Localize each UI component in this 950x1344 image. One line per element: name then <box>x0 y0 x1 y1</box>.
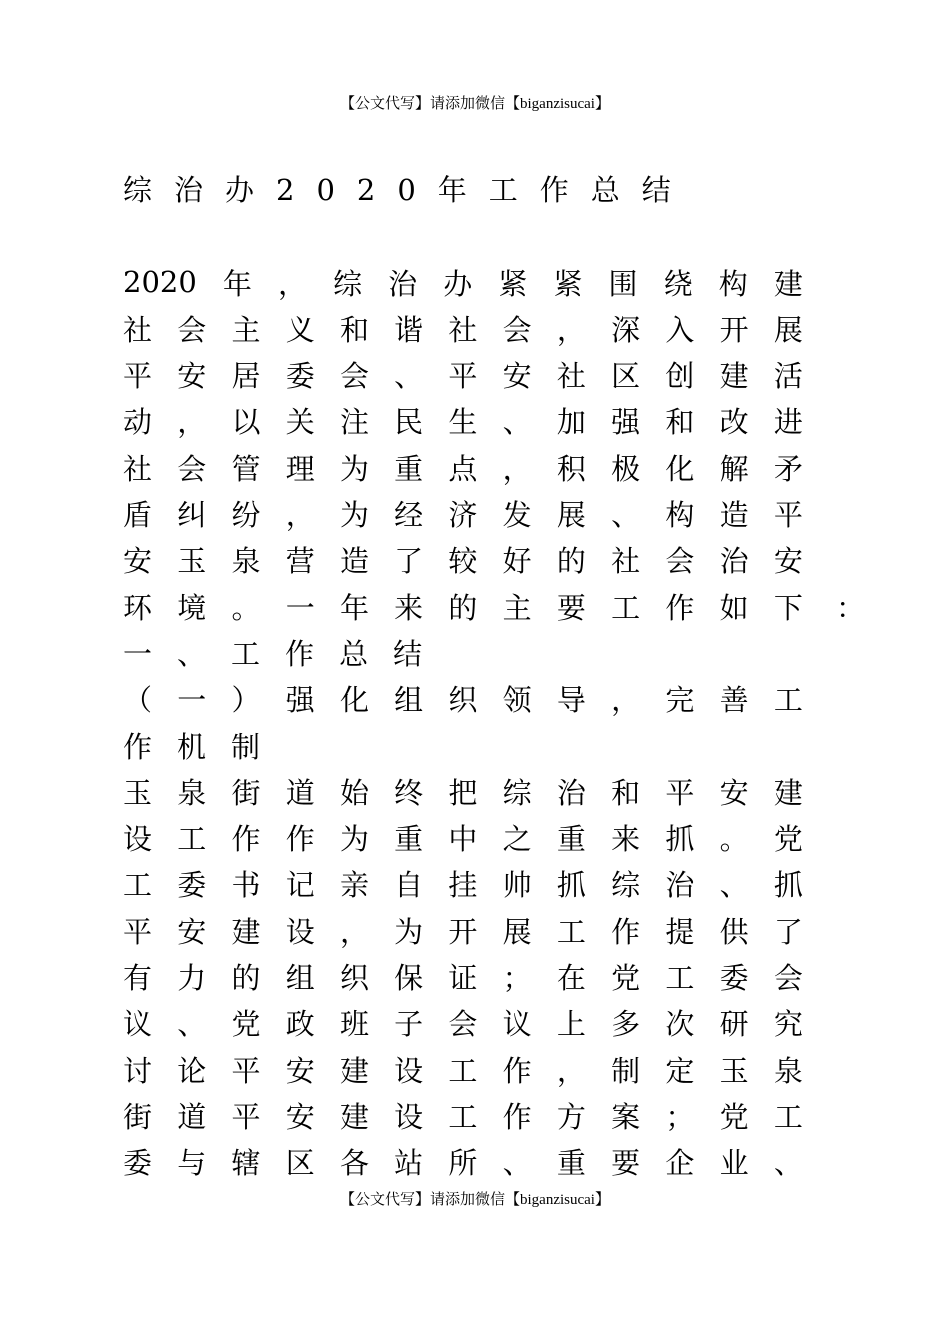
body-line: 动 ， 以 关 注 民 生 、 加 强 和 改 进 <box>123 405 803 440</box>
body-line: 作 机 制 <box>123 729 261 764</box>
body-line: （ 一 ） 强 化 组 织 领 导 ， 完 善 工 <box>123 683 803 718</box>
body-line: 社 会 主 义 和 谐 社 会 ， 深 入 开 展 <box>123 312 803 347</box>
body-line: 工 委 书 记 亲 自 挂 帅 抓 综 治 、 抓 <box>123 868 803 903</box>
body-line: 社 会 管 理 为 重 点 ， 积 极 化 解 矛 <box>123 451 803 486</box>
body-line: 议 、 党 政 班 子 会 议 上 多 次 研 究 <box>123 1007 803 1042</box>
body-line: 安 玉 泉 营 造 了 较 好 的 社 会 治 安 <box>123 544 803 579</box>
body-line: 环 境 。 一 年 来 的 主 要 工 作 如 下 <box>123 590 803 625</box>
body-line: 一 、 工 作 总 结 <box>123 636 423 671</box>
body-line: 讨 论 平 安 建 设 工 作 ， 制 定 玉 泉 <box>123 1053 803 1088</box>
page-footer-watermark: 【公文代写】请添加微信【biganzisucai】 <box>340 1192 610 1208</box>
body-line: 盾 纠 纷 ， 为 经 济 发 展 、 构 造 平 <box>123 498 803 532</box>
body-line: 有 力 的 组 织 保 证 ； 在 党 工 委 会 <box>123 961 803 995</box>
body-line: 平 安 居 委 会 、 平 安 社 区 创 建 活 <box>123 359 803 394</box>
body-line: 平 安 建 设 ， 为 开 展 工 作 提 供 了 <box>123 914 803 949</box>
overflow-colon: ： <box>836 591 866 626</box>
page-header-watermark: 【公文代写】请添加微信【biganzisucai】 <box>340 96 610 112</box>
body-line: 委 与 辖 区 各 站 所 、 重 要 企 业 、 <box>123 1146 803 1181</box>
document-title: 综治办2020年工作总结 <box>123 173 693 207</box>
body-line: 设 工 作 作 为 重 中 之 重 来 抓 。 党 <box>123 822 803 857</box>
body-line: 2020 年 ， 综 治 办 紧 紧 围 绕 构 建 <box>123 265 803 301</box>
body-line: 街 道 平 安 建 设 工 作 方 案 ； 党 工 <box>123 1099 803 1134</box>
body-line: 玉 泉 街 道 始 终 把 综 治 和 平 安 建 <box>123 775 803 810</box>
